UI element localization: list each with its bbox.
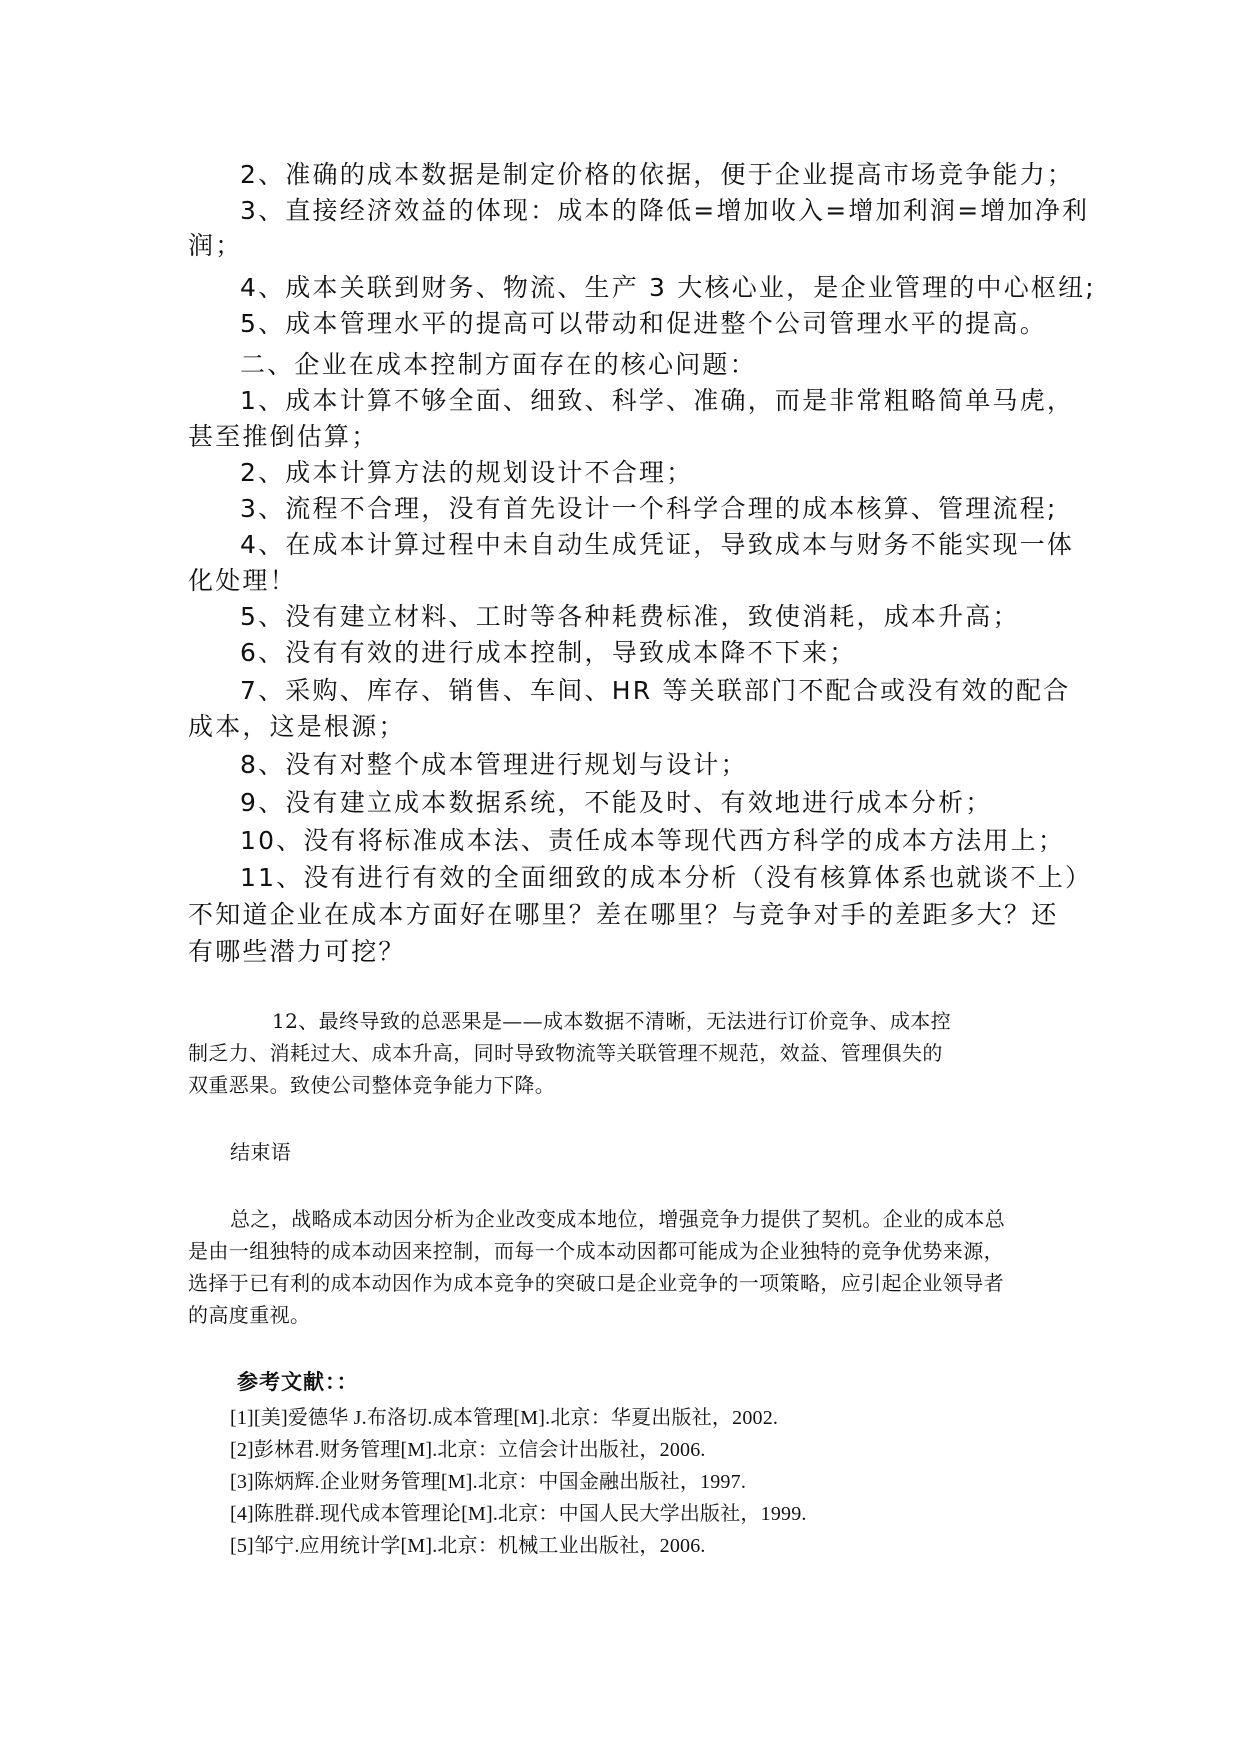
point-12-line-2: 制乏力、消耗过大、成本升高，同时导致物流等关联管理不规范，效益、管理俱失的 [188,1041,943,1065]
point-3-line: 3、直接经济效益的体现：成本的降低=增加收入=增加利润=增加净利 [240,196,1090,225]
conclusion-line-2: 是由一组独特的成本动因来控制，而每一个成本动因都可能成为企业独特的竞争优势来源， [188,1239,1004,1263]
problem-1-line: 1、成本计算不够全面、细致、科学、准确，而是非常粗略简单马虎， [240,386,1075,415]
problem-6-line: 6、没有有效的进行成本控制，导致成本降不下来； [240,638,857,667]
point-12-line-1: 12、最终导致的总恶果是——成本数据不清晰，无法进行订价竞争、成本控 [272,1009,952,1033]
problem-3-line: 3、流程不合理，没有首先设计一个科学合理的成本核算、管理流程; [240,494,1058,523]
problem-11-line: 11、没有进行有效的全面细致的成本分析（没有核算体系也就谈不上） [240,863,1093,892]
conclusion-line-4: 的高度重视。 [188,1303,311,1327]
references-title: 参考文献：： [237,1370,359,1394]
conclusion-title: 结束语 [230,1140,292,1164]
problem-4-continuation: 化处理！ [188,566,297,595]
reference-item-5: [5]邹宁.应用统计学[M].北京：机械工业出版社，2006. [230,1535,706,1557]
problem-1-continuation: 甚至推倒估算； [188,422,379,451]
conclusion-line-3: 选择于已有利的成本动因作为成本竞争的突破口是企业竞争的一项策略，应引起企业领导者 [188,1271,1004,1295]
problem-4-line: 4、在成本计算过程中未自动生成凭证，导致成本与财务不能实现一体 [240,530,1075,559]
reference-item-2: [2]彭林君.财务管理[M].北京：立信会计出版社，2006. [230,1439,706,1461]
problem-11-continuation-1: 不知道企业在成本方面好在哪里？差在哪里？与竞争对手的差距多大？还 [188,900,1059,929]
problem-7-line: 7、采购、库存、销售、车间、HR 等关联部门不配合或没有效的配合 [240,676,1071,705]
problem-9-line: 9、没有建立成本数据系统，不能及时、有效地进行成本分析； [240,788,993,817]
point-4-line: 4、成本关联到财务、物流、生产 3 大核心业，是企业管理的中心枢纽; [240,273,1096,302]
point-12-line-3: 双重恶果。致使公司整体竞争能力下降。 [188,1073,556,1097]
problem-11-continuation-2: 有哪些潜力可挖？ [188,937,406,966]
conclusion-line-1: 总之，战略成本动因分析为企业改变成本地位，增强竞争力提供了契机。企业的成本总 [230,1207,1006,1231]
point-3-continuation: 润； [188,231,243,260]
reference-item-1: [1][美]爱德华 J.布洛切.成本管理[M].北京：华夏出版社，2002. [230,1407,779,1429]
problem-5-line: 5、没有建立材料、工时等各种耗费标准，致使消耗，成本升高； [240,602,1020,631]
point-2-line: 2、准确的成本数据是制定价格的依据，便于企业提高市场竞争能力； [240,160,1075,189]
problem-10-line: 10、没有将标准成本法、责任成本等现代西方科学的成本方法用上； [240,826,1066,855]
problem-8-line: 8、没有对整个成本管理进行规划与设计； [240,750,748,779]
problem-7-continuation: 成本，这是根源； [188,712,406,741]
reference-item-3: [3]陈炳辉.企业财务管理[M].北京：中国金融出版社，1997. [230,1471,747,1493]
section-2-title: 二、企业在成本控制方面存在的核心问题： [240,350,757,379]
point-5-line: 5、成本管理水平的提高可以带动和促进整个公司管理水平的提高。 [240,309,1047,338]
reference-item-4: [4]陈胜群.现代成本管理论[M].北京：中国人民大学出版社，1999. [230,1503,807,1525]
problem-2-line: 2、成本计算方法的规划设计不合理； [240,458,694,487]
